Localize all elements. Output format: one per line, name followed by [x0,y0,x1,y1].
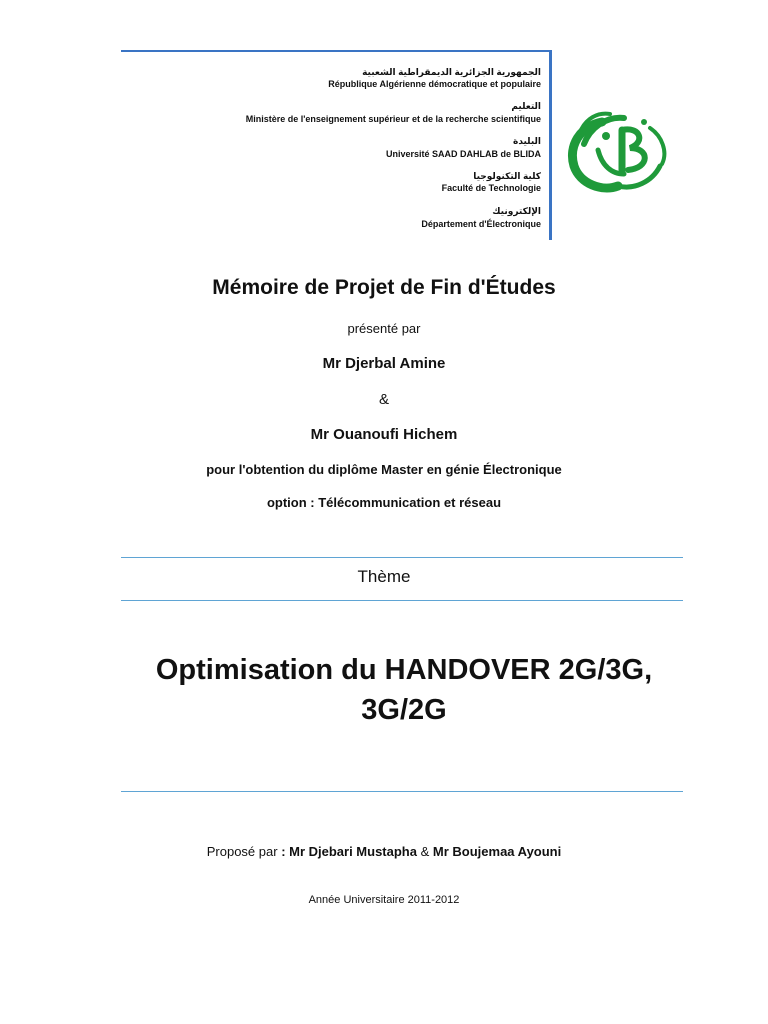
academic-year: Année Universitaire 2011-2012 [308,894,460,906]
ministry-arabic: التعليم [511,101,541,111]
republic-arabic: الجمهورية الجزائرية الديمقراطية الشعبية [362,67,541,77]
institution-header [121,50,552,240]
document-title: Mémoire de Projet de Fin d'Études [212,276,556,299]
thesis-title-line: 3G/2G [361,694,447,726]
divider [121,557,683,558]
divider [121,600,683,601]
university-logo-icon [562,104,674,196]
ministry-french: Ministère de l'enseignement supérieur et de la recherche scientifique [245,114,541,124]
thesis-title [84,650,724,730]
divider [121,791,683,792]
university-arabic: البليدة [513,136,541,146]
author-separator: & [378,391,389,408]
author-name: Mr Djerbal Amine [322,355,446,372]
supervisors-line [0,844,768,859]
department-arabic: الإلكترونيك [492,206,541,216]
supervisor-name: Mr Boujemaa Ayouni [432,844,562,859]
department-french: Département d'Électronique [421,219,541,229]
author-name: Mr Ouanoufi Hichem [310,426,458,443]
faculty-arabic: كلية التكنولوجيا [473,171,541,181]
republic-french: République Algérienne démocratique et populaire [328,79,541,89]
thesis-title-line: Optimisation du HANDOVER 2G/3G, [155,654,653,686]
proposed-by-label: Proposé par [206,844,278,859]
supervisor-name: : Mr Djebari Mustapha [281,844,417,859]
theme-label: Thème [357,567,411,586]
option-line: option : Télécommunication et réseau [266,495,502,510]
presented-by-label: présenté par [347,321,421,336]
supervisor-separator: & [420,844,430,859]
faculty-french: Faculté de Technologie [441,183,541,193]
diploma-line: pour l'obtention du diplôme Master en génie Électronique [206,462,562,477]
university-french: Université SAAD DAHLAB de BLIDA [385,149,541,159]
